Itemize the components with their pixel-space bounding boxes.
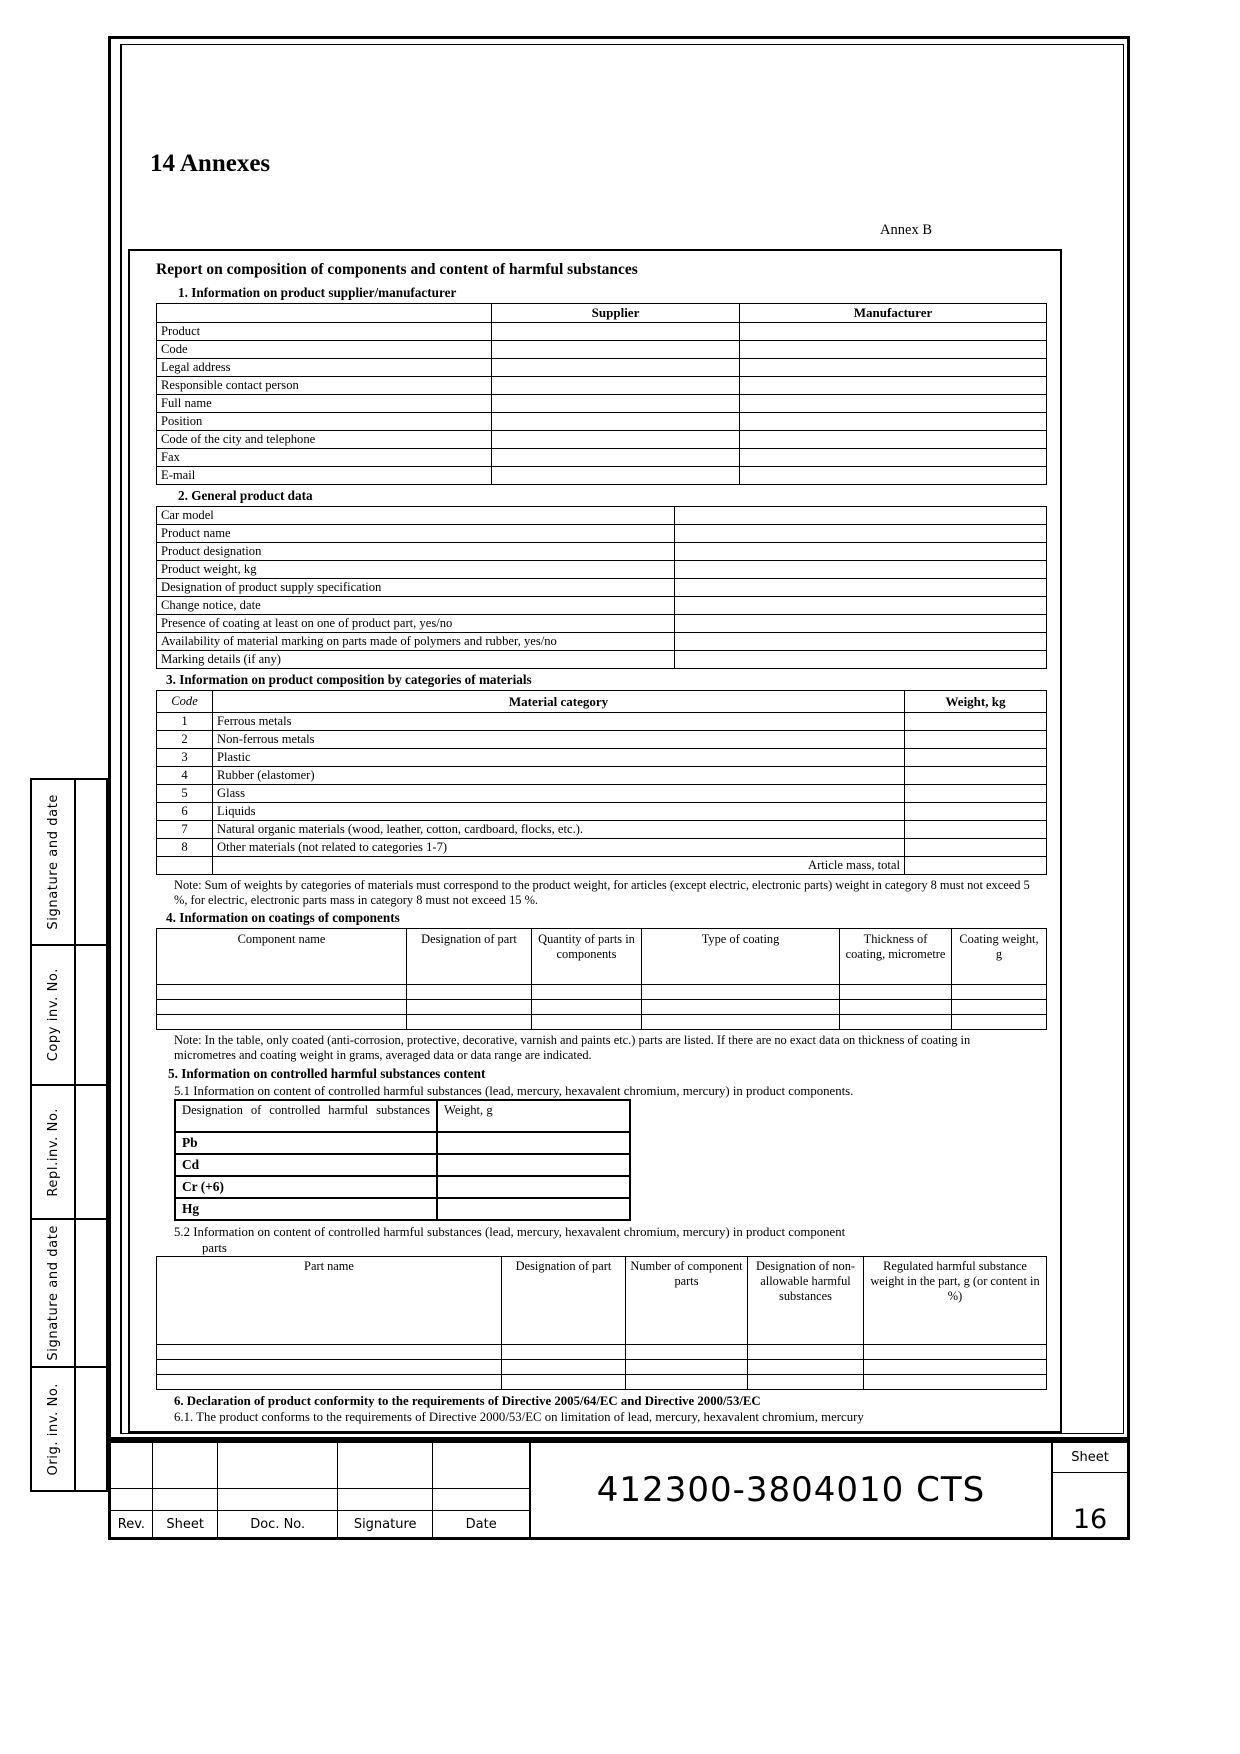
table-row xyxy=(157,561,1047,579)
table-row xyxy=(157,359,1047,377)
supplier-value-cell[interactable] xyxy=(492,467,740,485)
section-5-2-heading-line-2: parts xyxy=(202,1240,227,1255)
section-3-note-line-2: in category 8 must not exceed 5 %, for electric, electronic parts mass in category 8 must not exceed 15 %. xyxy=(174,878,1030,907)
weight-cell[interactable] xyxy=(905,713,1047,731)
annex-label: Annex B xyxy=(880,222,932,238)
cell[interactable] xyxy=(642,1000,840,1015)
table-row xyxy=(157,1015,1047,1030)
table-row xyxy=(157,1344,1047,1359)
col-header-designation-substances: Designation of controlled harmful substances xyxy=(175,1100,437,1132)
left-margin-cell-2 xyxy=(32,1086,106,1220)
value-cell[interactable] xyxy=(675,633,1047,651)
value-cell[interactable] xyxy=(675,543,1047,561)
supplier-value-cell[interactable] xyxy=(492,395,740,413)
cell[interactable] xyxy=(502,1359,626,1374)
coatings-table xyxy=(156,928,1047,1030)
weight-cell[interactable] xyxy=(905,749,1047,767)
value-cell[interactable] xyxy=(675,615,1047,633)
value-cell[interactable] xyxy=(675,561,1047,579)
col-header-thickness-of-coating: Thickness of coating, micrometre xyxy=(840,929,952,985)
left-margin-text-box-4 xyxy=(32,1368,76,1490)
date-blank-cell-2[interactable] xyxy=(433,1489,529,1510)
rev-blank-cell-2[interactable] xyxy=(111,1489,153,1510)
cell[interactable] xyxy=(748,1374,864,1389)
table-row xyxy=(157,449,1047,467)
manufacturer-value-cell[interactable] xyxy=(740,467,1047,485)
col-header-weight-g: Weight, g xyxy=(437,1100,630,1132)
col-header-designation-of-part: Designation of part xyxy=(502,1256,626,1344)
table-row xyxy=(157,413,1047,431)
col-header-quantity-of-parts: Quantity of parts in components xyxy=(532,929,642,985)
table-row xyxy=(157,803,1047,821)
row-label: Legal address xyxy=(157,359,492,377)
weight-cell[interactable] xyxy=(905,731,1047,749)
material-category: Other materials (not related to categories 1-7) xyxy=(213,839,905,857)
col-header-blank xyxy=(157,304,492,323)
left-margin-label-1: Copy inv. No. xyxy=(45,968,61,1062)
table-row xyxy=(157,633,1047,651)
row-label: Code xyxy=(157,341,492,359)
cell[interactable] xyxy=(840,1000,952,1015)
cell[interactable] xyxy=(952,985,1047,1000)
left-margin-cell-0 xyxy=(32,780,106,946)
left-margin-cell-3 xyxy=(32,1220,106,1368)
row-label: Product xyxy=(157,323,492,341)
section-1-heading: 1. Information on product supplier/manufacturer xyxy=(178,285,457,300)
row-label: Designation of product supply specification xyxy=(157,579,675,597)
supplier-value-cell[interactable] xyxy=(492,413,740,431)
page-title: 14 Annexes xyxy=(150,150,271,177)
supplier-value-cell[interactable] xyxy=(492,359,740,377)
row-label: Product designation xyxy=(157,543,675,561)
table-row xyxy=(157,985,1047,1000)
title-block-col-date: Date xyxy=(465,1516,497,1532)
row-label: Availability of material marking on parts made of polymers and rubber, yes/no xyxy=(157,633,675,651)
total-code-blank xyxy=(157,857,213,875)
supplier-value-cell[interactable] xyxy=(492,323,740,341)
value-cell[interactable] xyxy=(675,651,1047,669)
left-margin-text-box-2 xyxy=(32,1086,76,1218)
cell[interactable] xyxy=(864,1374,1047,1389)
table-total-row xyxy=(157,857,1047,875)
cell[interactable] xyxy=(407,1000,532,1015)
col-header-code: Code xyxy=(157,691,213,713)
value-cell[interactable] xyxy=(675,579,1047,597)
section-6-1-text: 6.1. The product conforms to the requirements of Directive 2000/53/EC on limitation of lead, mercury, hexavalent chromium, mercury xyxy=(174,1409,864,1424)
table-row xyxy=(157,543,1047,561)
cell[interactable] xyxy=(157,1374,502,1389)
substance-label: Cr (+6) xyxy=(175,1176,437,1198)
col-header-coating-weight: Coating weight, g xyxy=(952,929,1047,985)
cell[interactable] xyxy=(157,1015,407,1030)
document-content xyxy=(150,150,1110,1433)
table-row xyxy=(157,507,1047,525)
weight-cell[interactable] xyxy=(905,803,1047,821)
table-row xyxy=(157,785,1047,803)
row-label: Fax xyxy=(157,449,492,467)
row-label: E-mail xyxy=(157,467,492,485)
material-code: 7 xyxy=(157,821,213,839)
cell[interactable] xyxy=(532,1000,642,1015)
value-cell[interactable] xyxy=(675,525,1047,543)
supplier-value-cell[interactable] xyxy=(492,377,740,395)
col-header-supplier: Supplier xyxy=(492,304,740,323)
section-3-note xyxy=(174,878,1034,907)
manufacturer-value-cell[interactable] xyxy=(740,431,1047,449)
table-row xyxy=(157,467,1047,485)
material-code: 2 xyxy=(157,731,213,749)
rev-blank-cell[interactable] xyxy=(111,1443,153,1488)
substance-weight-cell[interactable] xyxy=(437,1198,630,1220)
cell[interactable] xyxy=(532,985,642,1000)
left-margin-blank-2 xyxy=(76,1086,106,1218)
table-row xyxy=(157,323,1047,341)
material-category: Glass xyxy=(213,785,905,803)
signature-blank-cell-2[interactable] xyxy=(338,1489,434,1510)
table-row xyxy=(157,1359,1047,1374)
sheet-blank-cell-2[interactable] xyxy=(153,1489,219,1510)
col-header-regulated-substance-weight: Regulated harmful substance weight in the part, g (or content in %) xyxy=(864,1256,1047,1344)
table-row xyxy=(157,749,1047,767)
table-row xyxy=(157,597,1047,615)
substance-label: Hg xyxy=(175,1198,437,1220)
supplier-manufacturer-table xyxy=(156,303,1047,485)
cell[interactable] xyxy=(502,1374,626,1389)
row-label: Car model xyxy=(157,507,675,525)
table-row xyxy=(157,713,1047,731)
material-category: Natural organic materials (wood, leather, cotton, cardboard, flocks, etc.). xyxy=(213,821,905,839)
section-2-heading: 2. General product data xyxy=(178,488,313,503)
left-margin-blank-3 xyxy=(76,1220,106,1366)
substance-weight-cell[interactable] xyxy=(437,1132,630,1154)
manufacturer-value-cell[interactable] xyxy=(740,413,1047,431)
general-product-data-table xyxy=(156,506,1047,669)
sheet-blank-cell[interactable] xyxy=(153,1443,219,1488)
material-code: 5 xyxy=(157,785,213,803)
table-row xyxy=(157,377,1047,395)
section-5-heading: 5. Information on controlled harmful substances content xyxy=(168,1065,486,1081)
row-label: Marking details (if any) xyxy=(157,651,675,669)
section-5-2-heading-line-1: 5.2 Information on content of controlled harmful substances (lead, mercury, hexavalent chromium, mercury) in product component xyxy=(174,1224,846,1239)
col-header-weight: Weight, kg xyxy=(905,691,1047,713)
cell[interactable] xyxy=(864,1344,1047,1359)
left-margin-label-column xyxy=(30,778,108,1492)
table-row xyxy=(157,1374,1047,1389)
material-code: 3 xyxy=(157,749,213,767)
table-row xyxy=(157,431,1047,449)
cell[interactable] xyxy=(157,1344,502,1359)
sheet-number: 16 xyxy=(1072,1504,1108,1535)
substance-weight-cell[interactable] xyxy=(437,1154,630,1176)
material-category: Non-ferrous metals xyxy=(213,731,905,749)
doc-no-blank-cell-2[interactable] xyxy=(218,1489,337,1510)
weight-cell[interactable] xyxy=(905,767,1047,785)
material-category: Ferrous metals xyxy=(213,713,905,731)
row-label: Product weight, kg xyxy=(157,561,675,579)
left-margin-label-2: Repl.inv. No. xyxy=(45,1107,61,1197)
supplier-value-cell[interactable] xyxy=(492,341,740,359)
table-header-row xyxy=(157,1256,1047,1344)
value-cell[interactable] xyxy=(675,507,1047,525)
table-row xyxy=(157,615,1047,633)
cell[interactable] xyxy=(407,985,532,1000)
row-label: Change notice, date xyxy=(157,597,675,615)
col-header-type-of-coating: Type of coating xyxy=(642,929,840,985)
cell[interactable] xyxy=(532,1015,642,1030)
supplier-value-cell[interactable] xyxy=(492,449,740,467)
title-block-col-doc-no: Doc. No. xyxy=(218,1511,337,1537)
row-label: Code of the city and telephone xyxy=(157,431,492,449)
manufacturer-value-cell[interactable] xyxy=(740,395,1047,413)
cell[interactable] xyxy=(952,1015,1047,1030)
material-code: 1 xyxy=(157,713,213,731)
title-block-blank-row-1 xyxy=(111,1443,529,1489)
left-margin-cell-1 xyxy=(32,946,106,1086)
cell[interactable] xyxy=(407,1015,532,1030)
material-categories-table xyxy=(156,690,1047,875)
title-block-col-signature: Signature xyxy=(338,1511,434,1537)
section-5-1-heading: 5.1 Information on content of controlled harmful substances (lead, mercury, hexavalent chromium, mercury) in product components. xyxy=(174,1083,854,1098)
title-block-col-sheet: Sheet xyxy=(153,1511,219,1537)
title-block-header-row xyxy=(111,1511,529,1537)
row-label: Product name xyxy=(157,525,675,543)
document-number: 412300-3804010 CTS xyxy=(596,1470,986,1510)
table-row xyxy=(157,839,1047,857)
substance-label: Pb xyxy=(175,1132,437,1154)
cell[interactable] xyxy=(748,1344,864,1359)
col-header-part-name: Part name xyxy=(157,1256,502,1344)
cell[interactable] xyxy=(748,1359,864,1374)
cell[interactable] xyxy=(626,1374,748,1389)
cell[interactable] xyxy=(626,1344,748,1359)
material-category: Rubber (elastomer) xyxy=(213,767,905,785)
left-margin-blank-4 xyxy=(76,1368,106,1490)
cell[interactable] xyxy=(626,1359,748,1374)
left-margin-label-3: Signature and date xyxy=(45,1225,61,1361)
table-row xyxy=(157,341,1047,359)
left-margin-label-0: Signature and date xyxy=(45,794,61,930)
section-3-heading: 3. Information on product composition by categories of materials xyxy=(166,672,532,687)
section-4-note-line-2: thickness of coating in micrometres and coating weight in grams, averaged data or data range are indicated. xyxy=(174,1033,971,1062)
left-margin-text-box-1 xyxy=(32,946,76,1084)
title-block xyxy=(108,1440,1130,1540)
col-header-material-category: Material category xyxy=(213,691,905,713)
cell[interactable] xyxy=(840,985,952,1000)
material-code: 6 xyxy=(157,803,213,821)
sheet-label: Sheet xyxy=(1053,1443,1127,1473)
title-block-sheet-area xyxy=(1053,1443,1127,1537)
doc-no-blank-cell[interactable] xyxy=(218,1443,337,1488)
row-label: Position xyxy=(157,413,492,431)
table-row xyxy=(157,651,1047,669)
controlled-harmful-substances-table xyxy=(174,1099,631,1221)
weight-cell[interactable] xyxy=(905,839,1047,857)
row-label: Presence of coating at least on one of product part, yes/no xyxy=(157,615,675,633)
cell[interactable] xyxy=(952,1000,1047,1015)
table-row xyxy=(175,1154,630,1176)
row-label: Full name xyxy=(157,395,492,413)
table-row xyxy=(157,1000,1047,1015)
left-margin-blank-0 xyxy=(76,780,106,944)
substance-weight-cell[interactable] xyxy=(437,1176,630,1198)
section-4-note xyxy=(174,1033,1034,1062)
col-header-component-name: Component name xyxy=(157,929,407,985)
section-4-heading: 4. Information on coatings of components xyxy=(166,910,400,926)
cell[interactable] xyxy=(840,1015,952,1030)
col-header-designation-of-part: Designation of part xyxy=(407,929,532,985)
title-block-document-number-area xyxy=(531,1443,1053,1537)
section-6-heading: 6. Declaration of product conformity to the requirements of Directive 2005/64/EC and Directive 2000/53/EC xyxy=(174,1393,761,1408)
section-3-note-line-1: Note: Sum of weights by categories of materials must correspond to the product weight, for articles (except electric, electronic parts) weight xyxy=(174,878,870,892)
col-header-number-of-component-parts: Number of component parts xyxy=(626,1256,748,1344)
left-margin-cell-4 xyxy=(32,1368,106,1490)
signature-blank-cell[interactable] xyxy=(338,1443,434,1488)
table-header-row xyxy=(175,1100,630,1132)
article-mass-total-label: Article mass, total xyxy=(213,857,905,875)
left-margin-blank-1 xyxy=(76,946,106,1084)
total-weight-cell[interactable] xyxy=(905,857,1047,875)
substance-label: Cd xyxy=(175,1154,437,1176)
cell[interactable] xyxy=(864,1359,1047,1374)
manufacturer-value-cell[interactable] xyxy=(740,323,1047,341)
col-header-designation-non-allowable: Designation of non-allowable harmful substances xyxy=(748,1256,864,1344)
table-header-row xyxy=(157,304,1047,323)
cell[interactable] xyxy=(157,1000,407,1015)
annex-b-form xyxy=(128,249,1062,1433)
table-row xyxy=(175,1176,630,1198)
cell[interactable] xyxy=(642,1015,840,1030)
component-parts-substances-table xyxy=(156,1256,1047,1390)
left-margin-text-box-0 xyxy=(32,780,76,944)
supplier-value-cell[interactable] xyxy=(492,431,740,449)
manufacturer-value-cell[interactable] xyxy=(740,359,1047,377)
table-header-row xyxy=(157,929,1047,985)
manufacturer-value-cell[interactable] xyxy=(740,449,1047,467)
table-row xyxy=(157,731,1047,749)
material-code: 8 xyxy=(157,839,213,857)
table-header-row xyxy=(157,691,1047,713)
material-category: Plastic xyxy=(213,749,905,767)
title-block-col-rev: Rev. xyxy=(111,1511,153,1537)
row-label: Responsible contact person xyxy=(157,377,492,395)
value-cell[interactable] xyxy=(675,597,1047,615)
cell[interactable] xyxy=(642,985,840,1000)
weight-cell[interactable] xyxy=(905,821,1047,839)
table-row xyxy=(157,395,1047,413)
material-category: Liquids xyxy=(213,803,905,821)
manufacturer-value-cell[interactable] xyxy=(740,377,1047,395)
cell[interactable] xyxy=(502,1344,626,1359)
report-title: Report on composition of components and content of harmful substances xyxy=(156,261,638,278)
date-blank-cell[interactable] xyxy=(433,1443,529,1488)
table-row xyxy=(157,767,1047,785)
table-row xyxy=(175,1132,630,1154)
table-row xyxy=(175,1198,630,1220)
table-row xyxy=(157,821,1047,839)
cell[interactable] xyxy=(157,1359,502,1374)
col-header-manufacturer: Manufacturer xyxy=(740,304,1047,323)
title-block-blank-row-2 xyxy=(111,1489,529,1511)
table-row xyxy=(157,525,1047,543)
weight-cell[interactable] xyxy=(905,785,1047,803)
left-margin-label-4: Orig. inv. No. xyxy=(45,1382,61,1476)
cell[interactable] xyxy=(157,985,407,1000)
material-code: 4 xyxy=(157,767,213,785)
section-4-note-line-1: Note: In the table, only coated (anti-corrosion, protective, decorative, varnish and paints etc.) parts are listed. If there are no exact data on xyxy=(174,1033,856,1048)
title-block-left xyxy=(111,1443,531,1537)
table-row xyxy=(157,579,1047,597)
manufacturer-value-cell[interactable] xyxy=(740,341,1047,359)
left-margin-text-box-3 xyxy=(32,1220,76,1366)
